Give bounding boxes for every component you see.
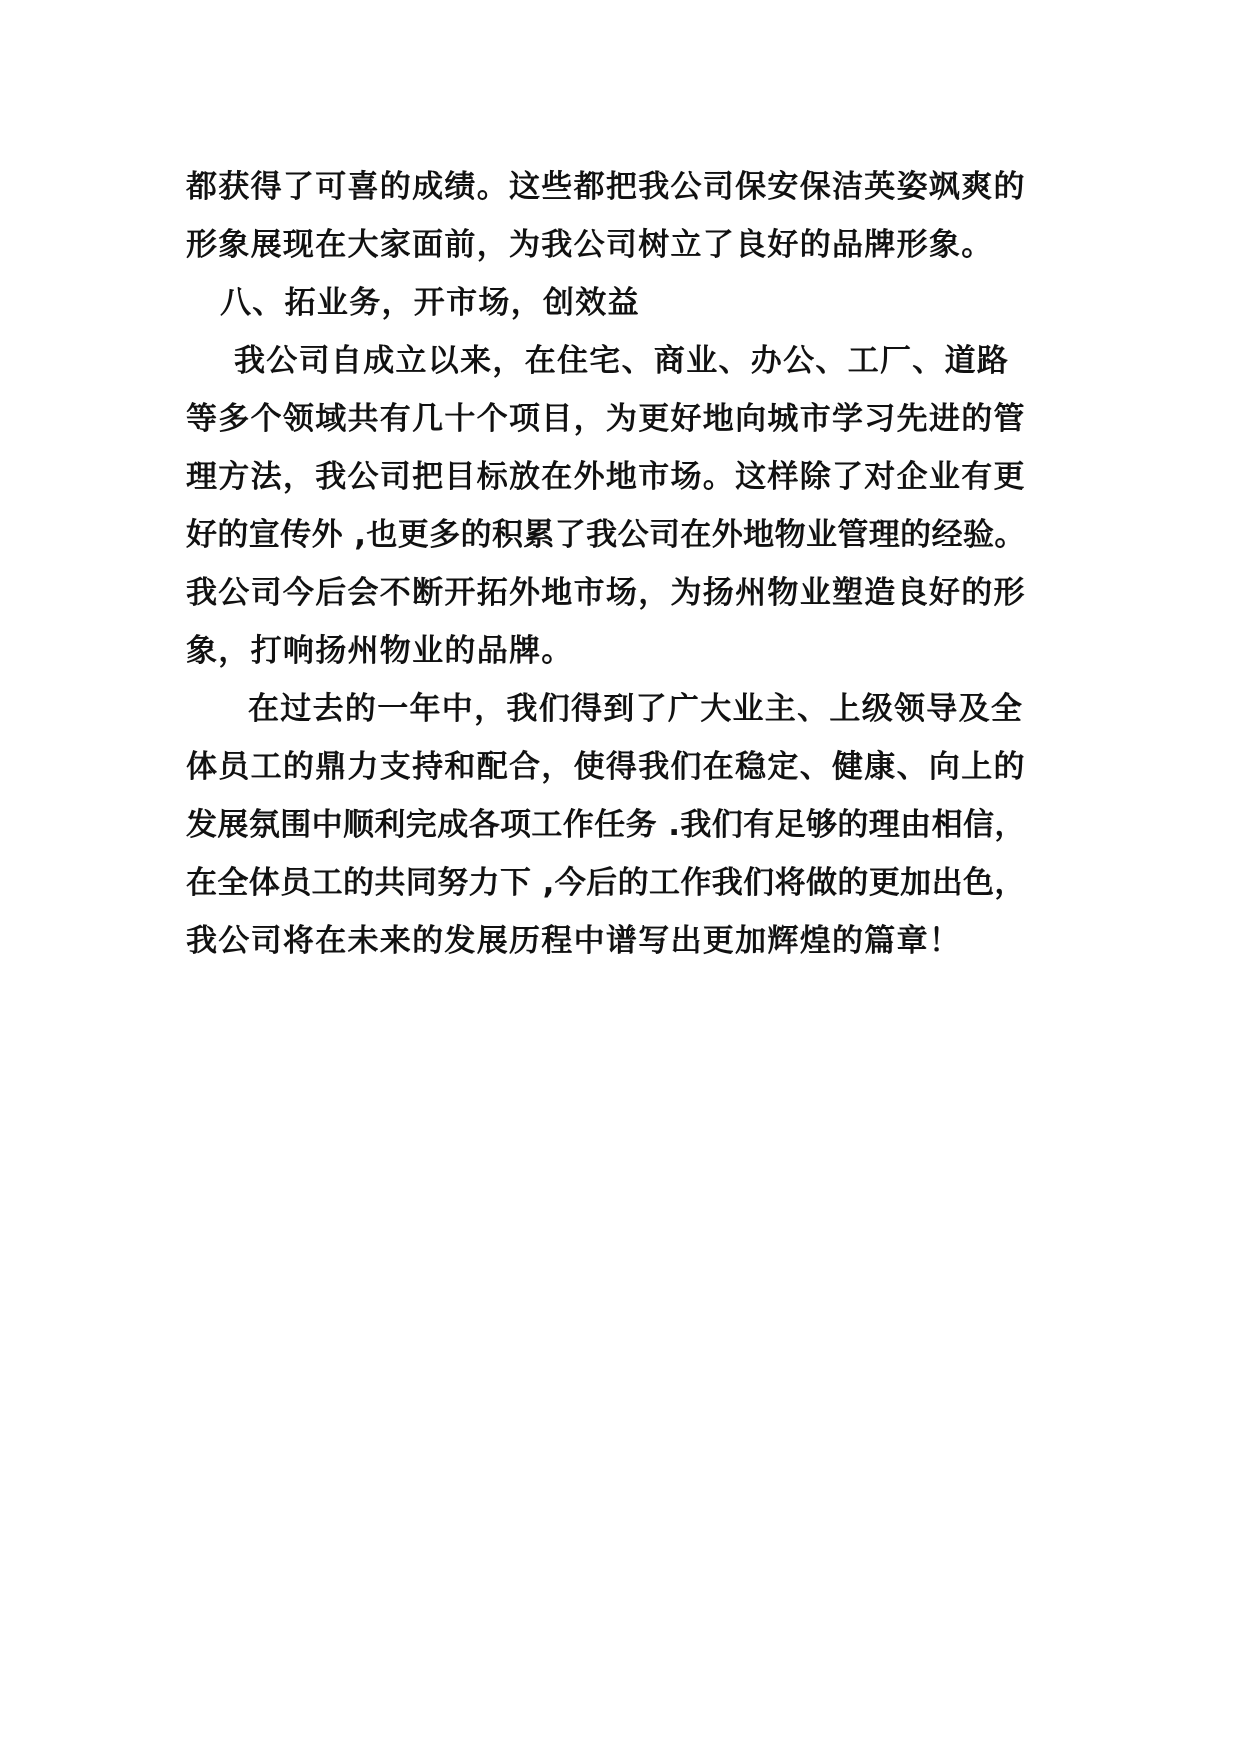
text-line: 体员工的鼎力支持和配合，使得我们在稳定、健康、向上的 <box>186 749 1026 785</box>
text-line: 我公司今后会不断开拓外地市场，为扬州物业塑造良好的形 <box>186 575 1026 611</box>
text-line: 理方法，我公司把目标放在外地市场。这样除了对企业有更 <box>186 459 1026 495</box>
text-line: 都获得了可喜的成绩。这些都把我公司保安保洁英姿飒爽的 <box>186 169 1026 205</box>
text-line: 好的宣传外 ,也更多的积累了我公司在外地物业管理的经验。 <box>186 517 1026 553</box>
text-line: 在全体员工的共同努力下 ,今后的工作我们将做的更加出色， <box>186 865 1026 901</box>
text-line: 我公司将在未来的发展历程中谱写出更加辉煌的篇章！ <box>186 923 962 959</box>
document-body <box>186 158 1066 970</box>
text-line: 在过去的一年中，我们得到了广大业主、上级领导及全 <box>248 691 1024 727</box>
text-line: 发展氛围中顺利完成各项工作任务 .我们有足够的理由相信， <box>186 807 1026 843</box>
text-line: 等多个领域共有几十个项目，为更好地向城市学习先进的管 <box>186 401 1026 437</box>
text-line: 形象展现在大家面前，为我公司树立了良好的品牌形象。 <box>186 227 994 263</box>
text-line: 象，打响扬州物业的品牌。 <box>186 633 574 669</box>
section-heading: 八、拓业务，开市场，创效益 <box>220 285 640 321</box>
text-line: 我公司自成立以来，在住宅、商业、办公、工厂、道路 <box>234 343 1010 379</box>
